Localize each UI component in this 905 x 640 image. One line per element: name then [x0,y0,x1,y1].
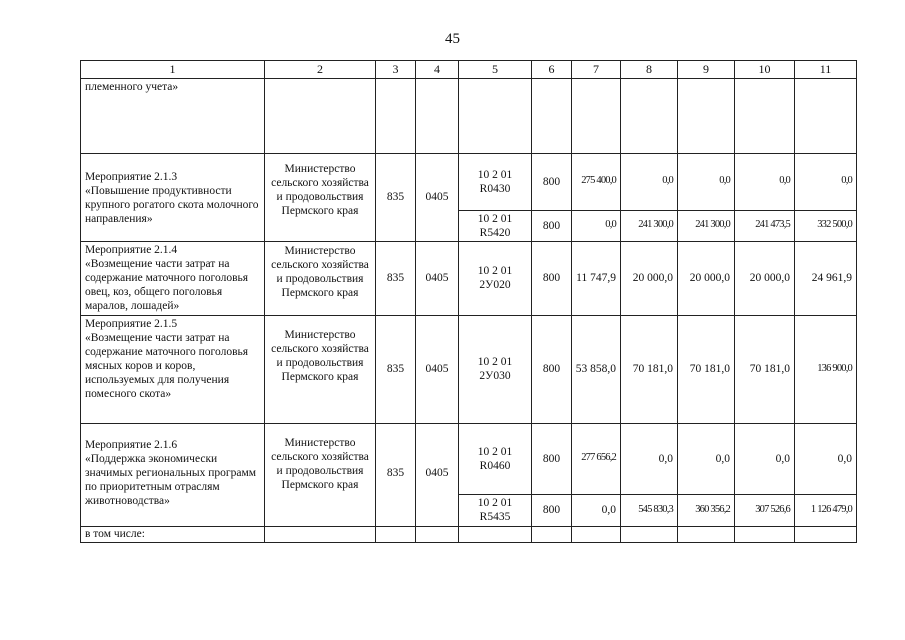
amount: 360 356,2 [678,494,735,526]
amount: 241 300,0 [678,210,735,241]
amount: 0,0 [795,153,857,210]
budget-code: 10 2 01 2У030 [459,315,532,423]
table-row [81,153,857,210]
responsible-agency: Министерство сельского хозяйства и продовольствия Пермского края [265,153,376,241]
amount: 0,0 [621,423,678,494]
column-header: 5 [459,61,532,79]
column-header: 1 [81,61,265,79]
column-4-value: 0405 [416,423,459,526]
amount: 70 181,0 [621,315,678,423]
budget-code: 10 2 01 2У020 [459,241,532,315]
budget-code: 10 2 01 R5435 [459,494,532,526]
column-3-value: 835 [376,153,416,241]
budget-code: 10 2 01 R0460 [459,423,532,494]
expense-type: 800 [532,241,572,315]
budget-table [80,60,857,543]
amount: 0,0 [678,153,735,210]
amount: 20 000,0 [735,241,795,315]
measure-name: Мероприятие 2.1.6 «Поддержка экономически значимых региональных программ по приоритетным отраслям животноводства» [81,423,265,526]
responsible-agency: Министерство сельского хозяйства и продовольствия Пермского края [265,315,376,423]
budget-code: 10 2 01 R5420 [459,210,532,241]
measure-name: племенного учета» [81,78,265,153]
budget-code: 10 2 01 R0430 [459,153,532,210]
subtotal-label: в том числе: [81,526,265,542]
amount: 136 900,0 [795,315,857,423]
amount: 332 500,0 [795,210,857,241]
amount: 20 000,0 [621,241,678,315]
amount: 275 400,0 [572,153,621,210]
column-header: 11 [795,61,857,79]
amount: 53 858,0 [572,315,621,423]
amount: 241 473,5 [735,210,795,241]
amount: 20 000,0 [678,241,735,315]
amount: 545 830,3 [621,494,678,526]
expense-type: 800 [532,210,572,241]
amount: 277 656,2 [572,423,621,494]
column-3-value: 835 [376,423,416,526]
expense-type: 800 [532,494,572,526]
amount: 1 126 479,0 [795,494,857,526]
column-header: 6 [532,61,572,79]
amount: 70 181,0 [735,315,795,423]
column-number-row [81,61,857,79]
measure-name: Мероприятие 2.1.4 «Возмещение части затрат на содержание маточного поголовья овец, коз, общего поголовья маралов, лошадей» [81,241,265,315]
table-row [81,241,857,315]
amount: 70 181,0 [678,315,735,423]
amount: 0,0 [735,153,795,210]
column-header: 10 [735,61,795,79]
column-4-value: 0405 [416,315,459,423]
column-3-value: 835 [376,241,416,315]
responsible-agency: Министерство сельского хозяйства и продовольствия Пермского края [265,423,376,526]
table-row [81,78,857,153]
amount: 307 526,6 [735,494,795,526]
table-row [81,423,857,494]
expense-type: 800 [532,153,572,210]
expense-type: 800 [532,423,572,494]
amount: 0,0 [621,153,678,210]
amount: 0,0 [678,423,735,494]
column-header: 2 [265,61,376,79]
responsible-agency: Министерство сельского хозяйства и продовольствия Пермского края [265,241,376,315]
amount: 24 961,9 [795,241,857,315]
amount: 11 747,9 [572,241,621,315]
table-row [81,315,857,423]
column-header: 9 [678,61,735,79]
expense-type: 800 [532,315,572,423]
column-header: 4 [416,61,459,79]
column-header: 7 [572,61,621,79]
column-3-value: 835 [376,315,416,423]
page-number: 45 [445,31,460,47]
amount: 0,0 [572,210,621,241]
amount: 0,0 [795,423,857,494]
column-4-value: 0405 [416,153,459,241]
amount: 0,0 [735,423,795,494]
measure-name: Мероприятие 2.1.5 «Возмещение части затрат на содержание маточного поголовья мясных коров и коров, используемых для получения помесного скота» [81,315,265,423]
table-row [81,526,857,542]
column-4-value: 0405 [416,241,459,315]
column-header: 8 [621,61,678,79]
amount: 241 300,0 [621,210,678,241]
amount: 0,0 [572,494,621,526]
measure-name: Мероприятие 2.1.3 «Повышение продуктивности крупного рогатого скота молочного направления» [81,153,265,241]
column-header: 3 [376,61,416,79]
